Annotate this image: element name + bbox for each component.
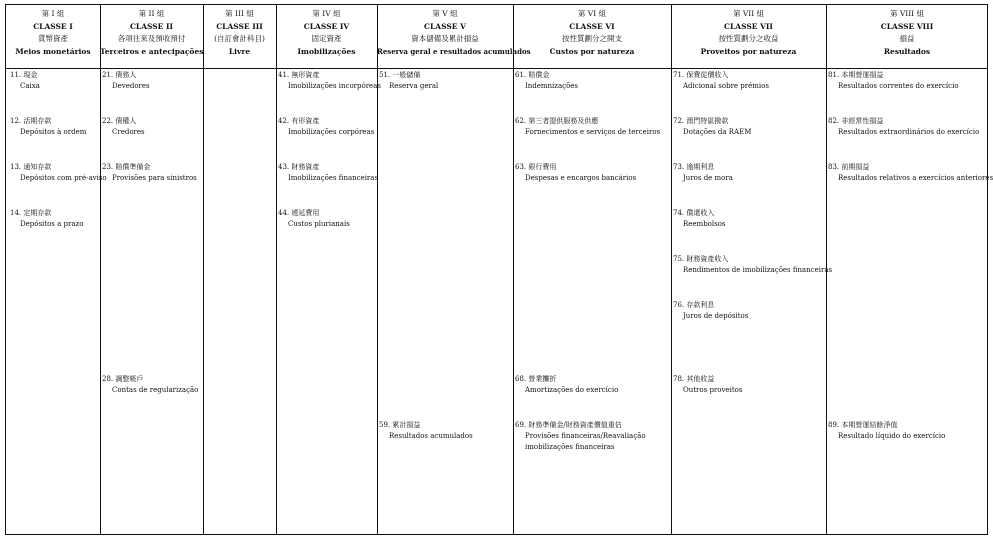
header-classe-5 xyxy=(377,5,531,68)
account-73 xyxy=(673,162,733,184)
classe-label: CLASSE VII xyxy=(724,21,773,31)
chart-of-accounts-table xyxy=(5,4,993,535)
classe-label: CLASSE VI xyxy=(569,21,615,31)
account-name-pt: Juros de depósitos xyxy=(683,312,749,320)
classe-label: CLASSE V xyxy=(424,21,466,31)
account-62 xyxy=(515,116,660,138)
account-name-pt: Caixa xyxy=(20,82,40,90)
column-divider xyxy=(513,5,514,534)
account-76 xyxy=(673,300,748,322)
account-name-pt: Credores xyxy=(112,128,145,136)
account-code-zh: 78. 其他收益 xyxy=(673,375,715,383)
title-zh: 按性質劃分之收益 xyxy=(718,34,779,43)
title-pt: Resultados xyxy=(883,46,931,56)
account-72 xyxy=(673,116,751,138)
title-zh: (自訂會計科目) xyxy=(214,34,265,43)
account-code-zh: 73. 逾期利息 xyxy=(673,163,715,171)
group-label: 第 II 組 xyxy=(138,9,165,18)
account-name-pt: Indemnizações xyxy=(525,82,579,90)
title-zh: 資本儲備及累計損益 xyxy=(411,34,479,43)
account-name-pt: Fornecimentos e serviços de terceiros xyxy=(525,128,661,136)
account-23 xyxy=(102,162,197,184)
account-code-zh: 42. 有形資產 xyxy=(278,117,320,125)
account-name-pt: Resultado líquido do exercício xyxy=(838,432,946,440)
title-pt: Terceiros e antecipações xyxy=(100,46,204,56)
account-code-zh: 74. 償還收入 xyxy=(673,209,715,217)
group-label: 第 I 組 xyxy=(41,9,65,18)
account-42 xyxy=(278,116,377,138)
classe-label: CLASSE I xyxy=(33,21,73,31)
account-code-zh: 72. 澳門特區撥款 xyxy=(673,117,729,125)
group-label: 第 VIII 組 xyxy=(889,9,925,18)
account-code-zh: 69. 財務準備金/財務資產價值重估 xyxy=(515,421,622,429)
account-code-zh: 14. 定期存款 xyxy=(10,209,52,217)
header-classe-3 xyxy=(203,5,276,68)
account-code-zh: 44. 遞延費用 xyxy=(278,209,320,217)
title-zh: 各項往來及預收預付 xyxy=(117,34,186,43)
classe-label: CLASSE III xyxy=(216,21,263,31)
account-code-zh: 22. 債權人 xyxy=(102,117,137,125)
account-code-zh: 59. 累計損益 xyxy=(379,421,421,429)
header-classe-4 xyxy=(276,5,377,68)
header-classe-1 xyxy=(6,5,100,68)
account-code-zh: 83. 前期損益 xyxy=(828,163,870,171)
account-68 xyxy=(515,374,618,396)
column-divider xyxy=(100,5,101,534)
account-code-zh: 11. 現金 xyxy=(10,71,38,79)
classe-label: CLASSE II xyxy=(129,21,174,31)
account-51 xyxy=(379,70,438,92)
classe-label: CLASSE VIII xyxy=(880,21,934,31)
classe-label: CLASSE IV xyxy=(303,21,350,31)
account-name-pt: Resultados acumulados xyxy=(389,432,473,440)
account-code-zh: 28. 調整帳戶 xyxy=(102,375,144,383)
account-44 xyxy=(278,208,377,230)
account-71 xyxy=(673,70,769,92)
account-name-pt: Resultados extraordinários do exercício xyxy=(838,128,980,136)
title-pt: Imobilizações xyxy=(297,46,356,56)
account-name-pt: Resultados correntes do exercício xyxy=(838,82,959,90)
account-name-pt: Juros de mora xyxy=(683,174,733,182)
title-zh: 損益 xyxy=(899,34,915,43)
account-82 xyxy=(828,116,979,138)
account-12 xyxy=(10,116,98,138)
account-63 xyxy=(515,162,636,184)
account-43 xyxy=(278,162,377,184)
account-74 xyxy=(673,208,726,230)
account-code-zh: 12. 活期存款 xyxy=(10,117,52,125)
account-name-pt: Depósitos com pré-aviso xyxy=(20,174,107,182)
account-41 xyxy=(278,70,381,92)
account-code-zh: 82. 非經常性損益 xyxy=(828,117,884,125)
account-code-zh: 75. 財務資產收入 xyxy=(673,255,729,263)
account-code-zh: 43. 財務資產 xyxy=(278,163,320,171)
account-14 xyxy=(10,208,98,230)
account-code-zh: 41. 無形資產 xyxy=(278,71,320,79)
title-zh: 貨幣資產 xyxy=(38,34,68,43)
account-name-pt: Rendimentos de imobilizações financeiras xyxy=(683,266,833,274)
column-divider xyxy=(203,5,204,534)
account-22 xyxy=(102,116,145,138)
header-divider xyxy=(6,68,987,69)
group-label: 第 VI 組 xyxy=(577,9,607,18)
account-name-pt: Imobilizações corpóreas xyxy=(288,128,375,136)
title-pt: Reserva geral e resultados acumulados xyxy=(377,46,531,56)
account-name-pt: Devedores xyxy=(112,82,150,90)
header-classe-6 xyxy=(513,5,671,68)
title-pt: Proveitos por natureza xyxy=(700,46,797,56)
account-81 xyxy=(828,70,959,92)
account-name-pt: Dotações da RAEM xyxy=(683,128,752,136)
account-83 xyxy=(828,162,993,184)
account-name-pt: Provisões financeiras/Reavaliação xyxy=(525,432,646,440)
header-classe-8 xyxy=(826,5,988,68)
account-code-zh: 62. 第三者提供服務及供應 xyxy=(515,117,599,125)
column-divider xyxy=(671,5,672,534)
account-11 xyxy=(10,70,98,92)
account-75 xyxy=(673,254,833,276)
title-zh: 按性質劃分之開支 xyxy=(562,34,622,43)
account-name-pt: Provisões para sinistros xyxy=(112,174,197,182)
account-21 xyxy=(102,70,150,92)
account-name-pt: Resultados relativos a exercícios anteriores xyxy=(838,174,993,182)
group-label: 第 V 組 xyxy=(432,9,458,18)
account-61 xyxy=(515,70,578,92)
account-name-pt: Contas de regularização xyxy=(112,386,199,394)
account-name-pt: Reserva geral xyxy=(389,82,439,90)
account-name-pt: Despesas e encargos bancários xyxy=(525,174,637,182)
title-pt: Livre xyxy=(228,46,251,56)
account-code-zh: 61. 賠償金 xyxy=(515,71,550,79)
account-name-pt: Outros proveitos xyxy=(683,386,743,394)
account-name-pt: Imobilizações financeiras xyxy=(288,174,379,182)
account-code-zh: 76. 存款利息 xyxy=(673,301,715,309)
title-pt: Meios monetários xyxy=(15,46,91,56)
account-code-zh: 21. 債務人 xyxy=(102,71,137,79)
account-78 xyxy=(673,374,742,396)
title-pt: Custos por natureza xyxy=(549,46,635,56)
account-name-pt: Custos plurianais xyxy=(288,220,350,228)
account-name-pt: Imobilizações incorpóreas xyxy=(288,82,381,90)
account-13 xyxy=(10,162,107,184)
account-89 xyxy=(828,420,945,442)
header-classe-2 xyxy=(100,5,203,68)
account-code-zh: 63. 銀行費用 xyxy=(515,163,557,171)
header-classe-7 xyxy=(671,5,826,68)
account-code-zh: 89. 本期營運結餘淨值 xyxy=(828,421,898,429)
account-59 xyxy=(379,420,473,442)
account-code-zh: 23. 賠償準備金 xyxy=(102,163,151,171)
account-code-zh: 13. 通知存款 xyxy=(10,163,52,171)
group-label: 第 VII 組 xyxy=(732,9,765,18)
group-label: 第 III 組 xyxy=(225,9,254,18)
account-code-zh: 71. 保費從價收入 xyxy=(673,71,729,79)
account-28 xyxy=(102,374,198,396)
account-name-pt: Depósitos a prazo xyxy=(20,220,84,228)
column-divider xyxy=(276,5,277,534)
title-zh: 固定資產 xyxy=(311,34,342,43)
account-name-pt: Reembolsos xyxy=(683,220,726,228)
account-name-pt: Adicional sobre prémios xyxy=(683,82,769,90)
account-name-pt: Amortizações do exercício xyxy=(525,386,619,394)
account-code-zh: 68. 營業攤折 xyxy=(515,375,557,383)
account-code-zh: 81. 本期營運損益 xyxy=(828,71,884,79)
account-code-zh: 51. 一般儲備 xyxy=(379,71,421,79)
group-label: 第 IV 組 xyxy=(312,9,341,18)
account-69 xyxy=(515,420,646,453)
account-name-pt: Depósitos à ordem xyxy=(20,128,87,136)
account-name-pt-cont: imobilizações financeiras xyxy=(525,443,615,451)
